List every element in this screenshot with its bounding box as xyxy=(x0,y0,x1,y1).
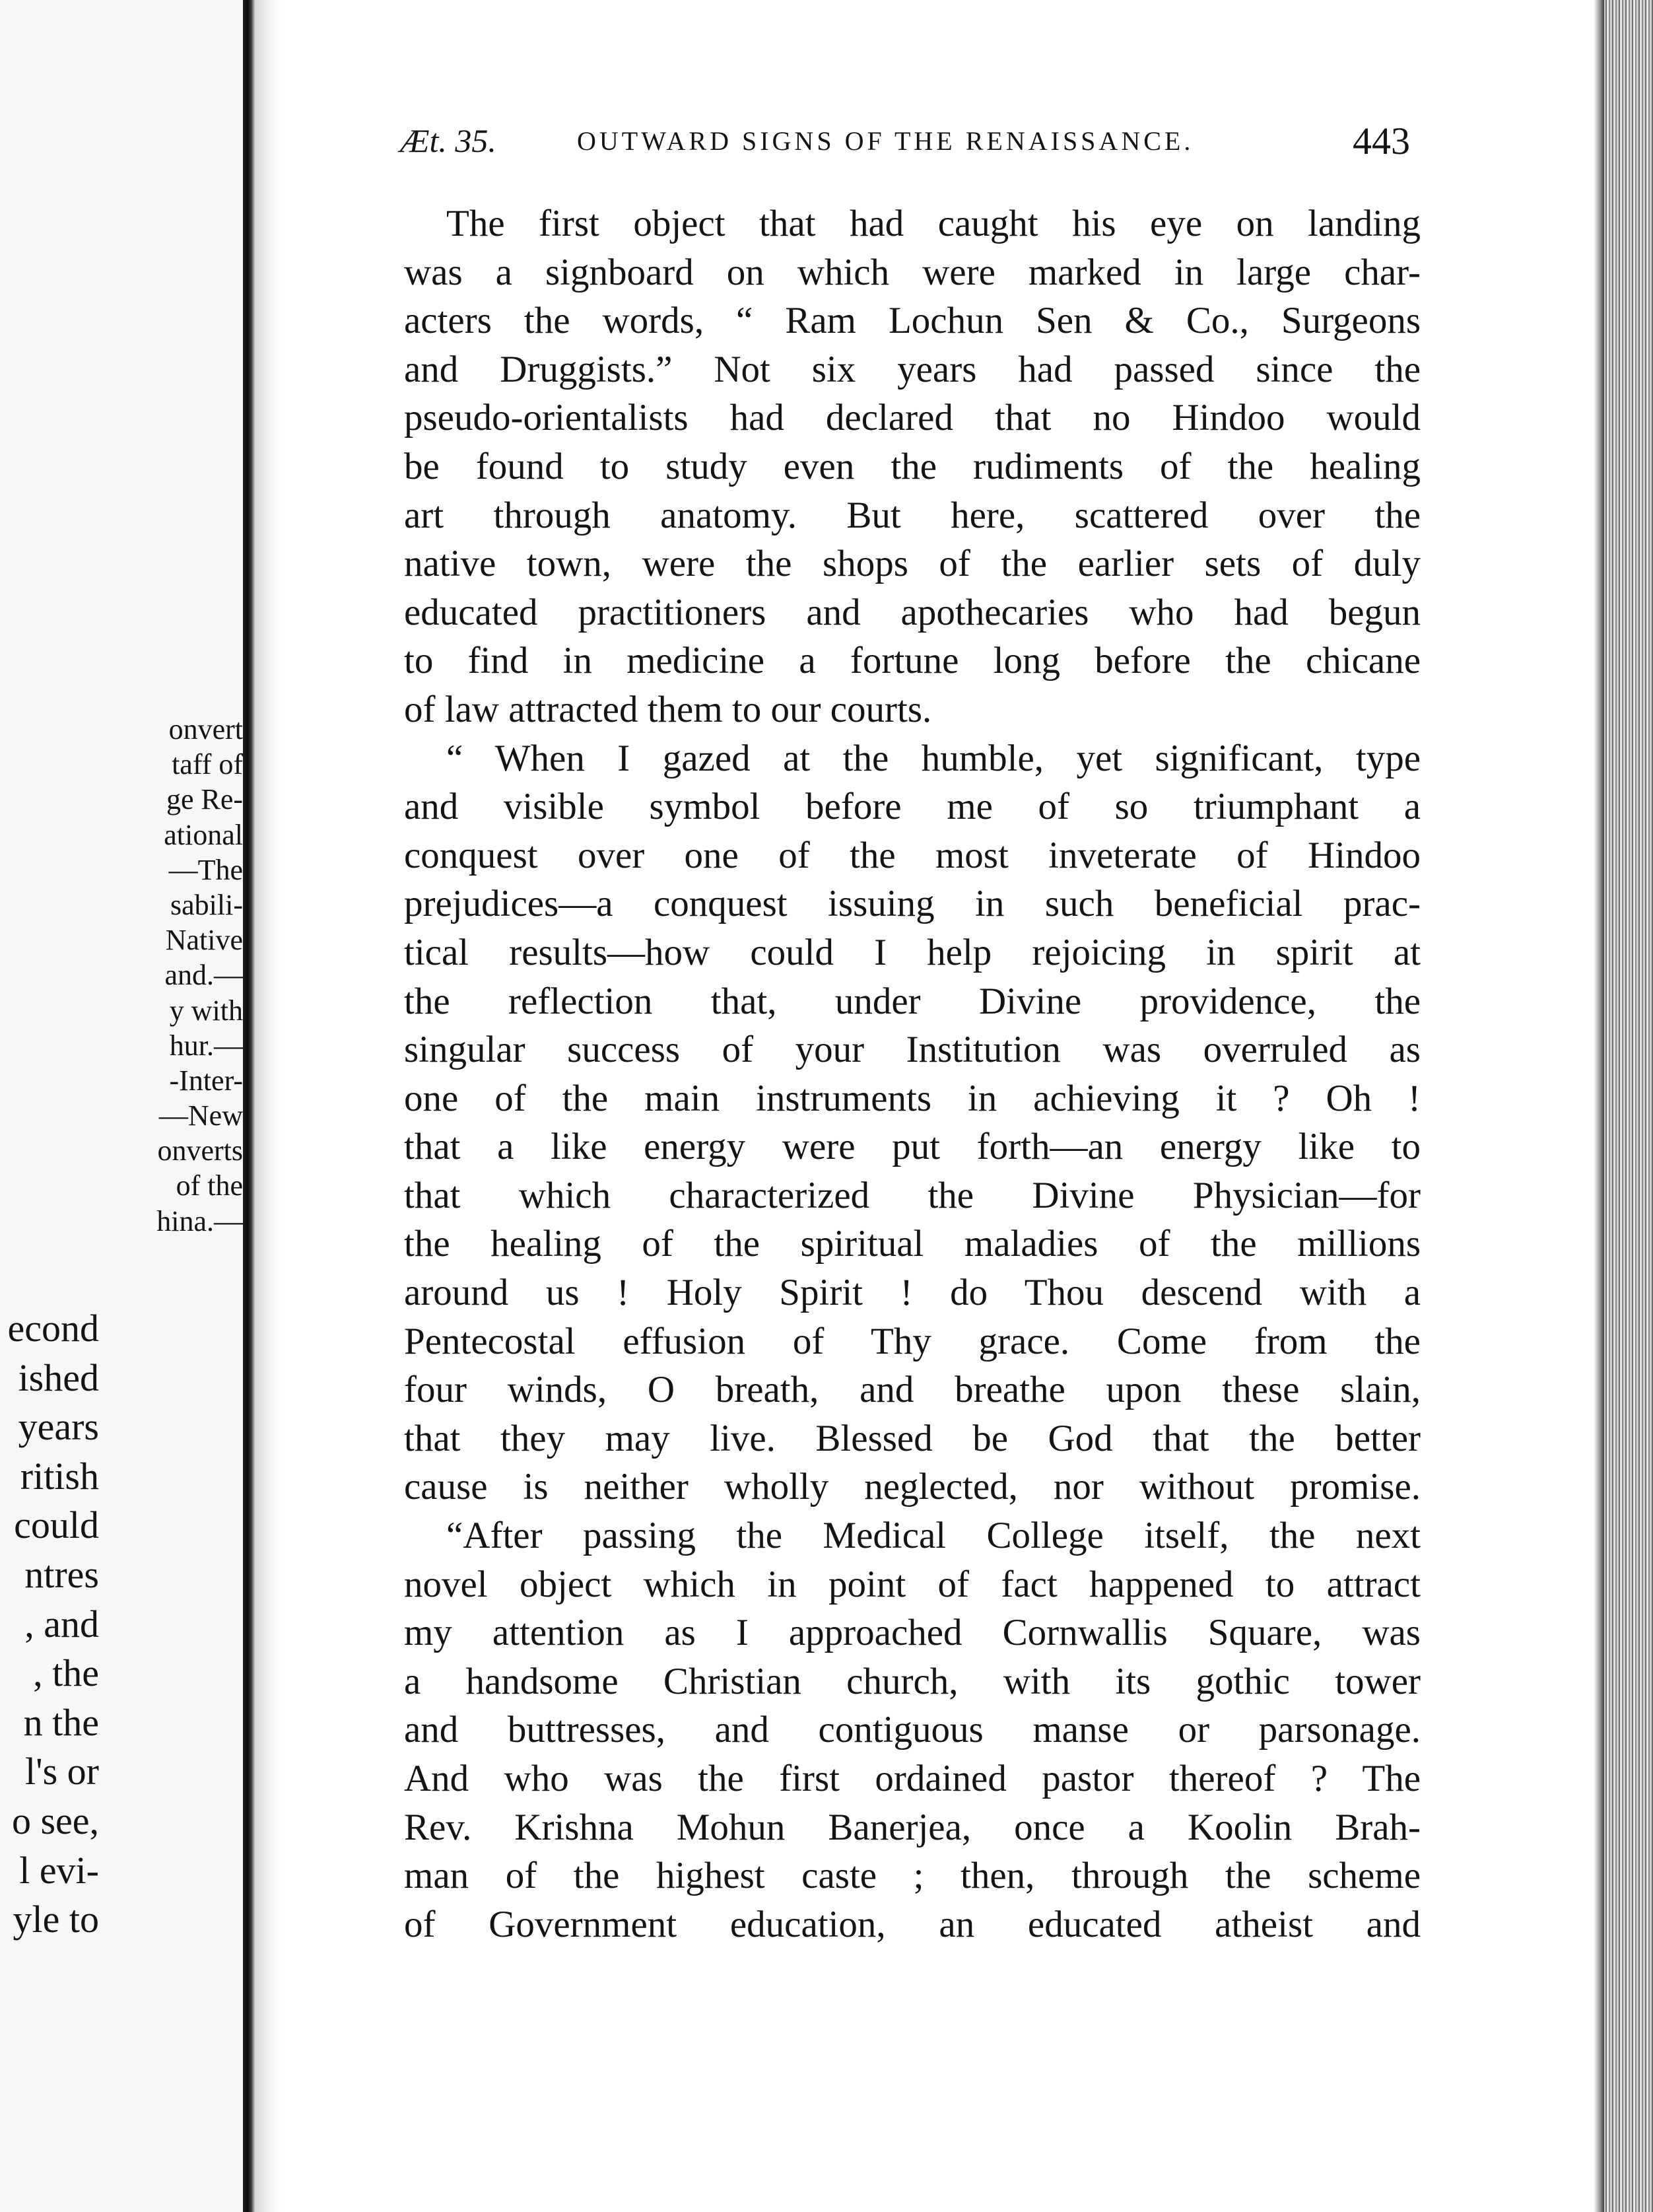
sidenote-line: sabili- xyxy=(170,888,243,921)
facing-body-line: n the xyxy=(23,1700,99,1744)
facing-body-line: , and xyxy=(24,1602,99,1645)
body-line: Rev. Krishna Mohun Banerjea, once a Koolin Brah- xyxy=(404,1806,1421,1848)
facing-body-line: ritish xyxy=(20,1454,99,1498)
facing-body-line: could xyxy=(14,1503,99,1547)
sidenote-line: hina.— xyxy=(156,1204,243,1237)
body-line: Pentecostal effusion of Thy grace. Come from the xyxy=(404,1320,1421,1362)
body-line: the healing of the spiritual maladies of the millions xyxy=(404,1223,1421,1265)
gutter-shadow xyxy=(255,0,281,2212)
body-line: native town, were the shops of the earlier sets of duly xyxy=(404,543,1421,585)
facing-body-line: o see, xyxy=(11,1799,99,1842)
body-line: that they may live. Blessed be God that the better xyxy=(404,1417,1421,1459)
body-line: and Druggists.” Not six years had passed since the xyxy=(404,348,1421,390)
body-line: tical results—how could I help rejoicing in spirit at xyxy=(404,931,1421,973)
body-line: that which characterized the Divine Physician—for xyxy=(404,1174,1421,1216)
body-line: man of the highest caste ; then, through the scheme xyxy=(404,1855,1421,1897)
facing-page xyxy=(0,0,243,2212)
body-line: four winds, O breath, and breathe upon these slain, xyxy=(404,1369,1421,1411)
body-line: The first object that had caught his eye on landing xyxy=(446,203,1421,244)
body-line: the reflection that, under Divine providence, the xyxy=(404,980,1421,1022)
body-line: one of the main instruments in achieving it ? Oh ! xyxy=(404,1077,1421,1119)
facing-body-line: econd xyxy=(7,1307,99,1350)
body-line: was a signboard on which were marked in large char- xyxy=(404,251,1421,293)
facing-page-body xyxy=(0,1304,99,1945)
body-line: of law attracted them to our courts. xyxy=(404,688,932,730)
facing-page-sidenotes xyxy=(0,712,243,1239)
facing-body-line: ished xyxy=(18,1356,99,1399)
sidenote-line: of the xyxy=(176,1169,243,1202)
sidenote-line: taff of xyxy=(172,748,243,781)
body-line: to find in medicine a fortune long before the chicane xyxy=(404,640,1421,682)
body-line: And who was the first ordained pastor thereof ? The xyxy=(404,1758,1421,1799)
body-line: my attention as I approached Cornwallis Square, was xyxy=(404,1612,1421,1654)
book-gutter xyxy=(243,0,255,2212)
body-line: be found to study even the rudiments of the healing xyxy=(404,445,1421,487)
facing-body-line: l's or xyxy=(25,1750,99,1793)
page-edge-shadow xyxy=(1594,0,1604,2212)
sidenote-line: hur.— xyxy=(169,1029,243,1062)
facing-body-line: l evi- xyxy=(19,1848,99,1892)
body-line: “ When I gazed at the humble, yet significant, type xyxy=(446,737,1421,779)
body-line: pseudo-orientalists had declared that no Hindoo would xyxy=(404,397,1421,439)
running-head-age: Æt. 35. xyxy=(400,122,496,159)
body-line: of Government education, an educated atheist and xyxy=(404,1903,1421,1945)
sidenote-line: onvert xyxy=(168,713,243,745)
sidenote-line: —The xyxy=(168,853,243,886)
body-line: and visible symbol before me of so triumphant a xyxy=(404,786,1421,828)
running-head-title: OUTWARD SIGNS OF THE RENAISSANCE. xyxy=(577,126,1194,156)
sidenote-line: onverts xyxy=(157,1134,243,1167)
body-line: novel object which in point of fact happened to attract xyxy=(404,1563,1421,1605)
body-line: singular success of your Institution was overruled as xyxy=(404,1029,1421,1071)
body-line: conquest over one of the most inveterate of Hindoo xyxy=(404,834,1421,876)
sidenote-line: ge Re- xyxy=(166,783,243,816)
facing-body-line: ntres xyxy=(24,1552,99,1596)
sidenote-line: Native xyxy=(165,924,243,957)
page-number: 443 xyxy=(1353,120,1410,162)
facing-body-line: years xyxy=(18,1405,99,1449)
body-line: and buttresses, and contiguous manse or parsonage. xyxy=(404,1709,1421,1751)
body-line: a handsome Christian church, with its gothic tower xyxy=(404,1660,1421,1702)
sidenote-line: y with xyxy=(169,994,243,1027)
facing-body-line: yle to xyxy=(13,1898,99,1941)
body-line: educated practitioners and apothecaries who had begun xyxy=(404,591,1421,633)
page-body xyxy=(404,199,1421,1949)
sidenote-line: ational xyxy=(164,818,243,851)
body-line: prejudices—a conquest issuing in such beneficial prac- xyxy=(404,883,1421,925)
body-line: that a like energy were put forth—an energy like to xyxy=(404,1126,1421,1168)
body-line: acters the words, “ Ram Lochun Sen & Co., Surgeons xyxy=(404,300,1421,342)
sidenote-line: and.— xyxy=(164,959,243,992)
running-head xyxy=(400,116,1410,169)
sidenote-line: —New xyxy=(158,1099,243,1132)
body-line: art through anatomy. But here, scattered over the xyxy=(404,494,1421,536)
body-line: around us ! Holy Spirit ! do Thou descend with a xyxy=(404,1272,1421,1314)
body-line: cause is neither wholly neglected, nor without promise. xyxy=(404,1466,1421,1508)
body-line: “After passing the Medical College itself, the next xyxy=(446,1515,1421,1557)
sidenote-line: -Inter- xyxy=(169,1064,243,1097)
facing-body-line: , the xyxy=(33,1651,99,1695)
